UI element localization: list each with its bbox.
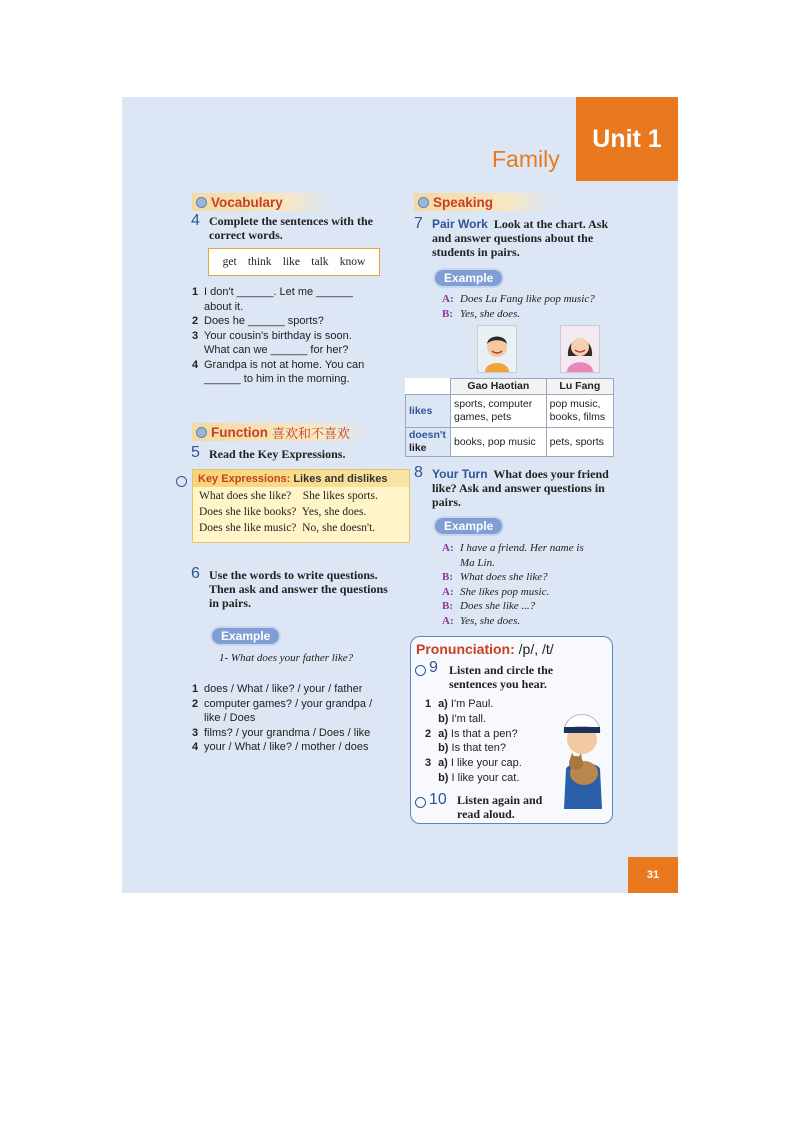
task-instruction: Listen again and read aloud. — [457, 793, 543, 821]
key-expressions-box — [192, 469, 410, 543]
girl-image — [561, 326, 599, 372]
task-number: 9 — [429, 659, 438, 676]
list-item: 4 Grandpa is not at home. You can ______ to him in the morning. — [192, 358, 365, 385]
task-number: 10 — [429, 791, 447, 808]
task-number: 8 — [414, 464, 423, 481]
list-item: b) I like your cat. — [438, 771, 520, 784]
task-instruction: Read the Key Expressions. — [209, 447, 346, 461]
vocabulary-heading: Vocabulary — [192, 193, 328, 211]
key-expression-line: What does she like? She likes sports. — [199, 490, 378, 502]
likes-chart — [405, 378, 614, 457]
list-item: b) I'm tall. — [438, 712, 487, 725]
gear-icon — [196, 197, 207, 208]
audio-icon — [176, 472, 188, 490]
boy-photo — [477, 325, 517, 373]
key-expression-line: Does she like music? No, she doesn't. — [199, 522, 376, 534]
boy-with-cat-image — [554, 691, 610, 809]
task-instruction: Your Turn What does your friend like? Ask and answer questions in pairs. — [432, 467, 609, 509]
gear-icon — [418, 197, 429, 208]
list-item: 2 computer games? / your grandpa / like / Does — [192, 697, 373, 724]
list-item: 3 films? / your grandma / Does / like — [192, 726, 371, 739]
row-header: likes — [406, 395, 451, 428]
key-expressions-title: Key Expressions: Likes and dislikes — [193, 470, 409, 487]
table-cell: sports, computer games, pets — [451, 395, 547, 428]
page-number: 31 — [628, 857, 678, 893]
list-item: 3 Your cousin's birthday is soon. What can we ______ for her? — [192, 329, 352, 356]
example-line: 1- What does your father like? — [219, 652, 354, 664]
function-heading: Function 喜欢和不喜欢 — [192, 423, 368, 441]
list-item: 3 a) I like your cap. — [425, 757, 522, 770]
task-instruction: Pair Work Look at the chart. Ask and answer questions about the students in pairs. — [432, 217, 609, 259]
list-item: 1 a) I'm Paul. — [425, 698, 494, 710]
row-header: doesn't like — [406, 428, 451, 457]
table-cell: pop music, books, films — [546, 395, 613, 428]
task-instruction: Complete the sentences with the correct words. — [209, 214, 373, 242]
column-header: Lu Fang — [546, 379, 613, 395]
example-dialog: A: I have a friend. Her name is Ma Lin. B: What does she like? A: She likes pop music. B: Does she like ...? A: Yes, she does. — [442, 542, 584, 627]
vocabulary-list — [192, 285, 392, 387]
speaking-heading: Speaking — [414, 193, 550, 211]
list-item: 2 Does he ______ sports? — [192, 315, 324, 327]
audio-icon — [415, 661, 427, 679]
task-number: 5 — [191, 444, 200, 461]
pronunciation-heading: Pronunciation: /p/, /t/ — [416, 641, 554, 657]
audio-icon — [415, 793, 427, 811]
column-header: Gao Haotian — [451, 379, 547, 395]
pronunciation-box — [410, 636, 613, 824]
list-item: 1 I don't ______. Let me ______ about it. — [192, 286, 353, 313]
boy-image — [478, 326, 516, 372]
unit-title: Family — [492, 146, 560, 172]
list-item: 4 your / What / like? / mother / does — [192, 741, 369, 753]
list-item: b) Is that ten? — [438, 742, 506, 755]
example-dialog: A: Does Lu Fang like pop music? B: Yes, she does. — [442, 293, 595, 320]
list-item: 1 does / What / like? / your / father — [192, 683, 363, 695]
girl-photo — [560, 325, 600, 373]
example-badge: Example — [435, 518, 502, 534]
word-box: get think like talk know — [208, 248, 380, 276]
table-cell: books, pop music — [451, 428, 547, 457]
task-number: 7 — [414, 215, 423, 232]
task-number: 4 — [191, 212, 200, 229]
table-row — [406, 428, 614, 457]
unit-label: Unit 1 — [576, 97, 678, 181]
table-row — [406, 395, 614, 428]
list-item: 2 a) Is that a pen? — [425, 727, 518, 740]
gear-icon — [196, 427, 207, 438]
task-instruction: Use the words to write questions. Then ask and answer the questions in pairs. — [209, 568, 388, 610]
example-badge: Example — [435, 270, 502, 286]
task-instruction: Listen and circle the sentences you hear. — [449, 663, 554, 691]
table-cell: pets, sports — [546, 428, 613, 457]
example-badge: Example — [212, 628, 279, 644]
pronunciation-list — [425, 697, 522, 786]
key-expression-line: Does she like books? Yes, she does. — [199, 506, 367, 518]
task6-list — [192, 682, 392, 755]
task-number: 6 — [191, 565, 200, 582]
